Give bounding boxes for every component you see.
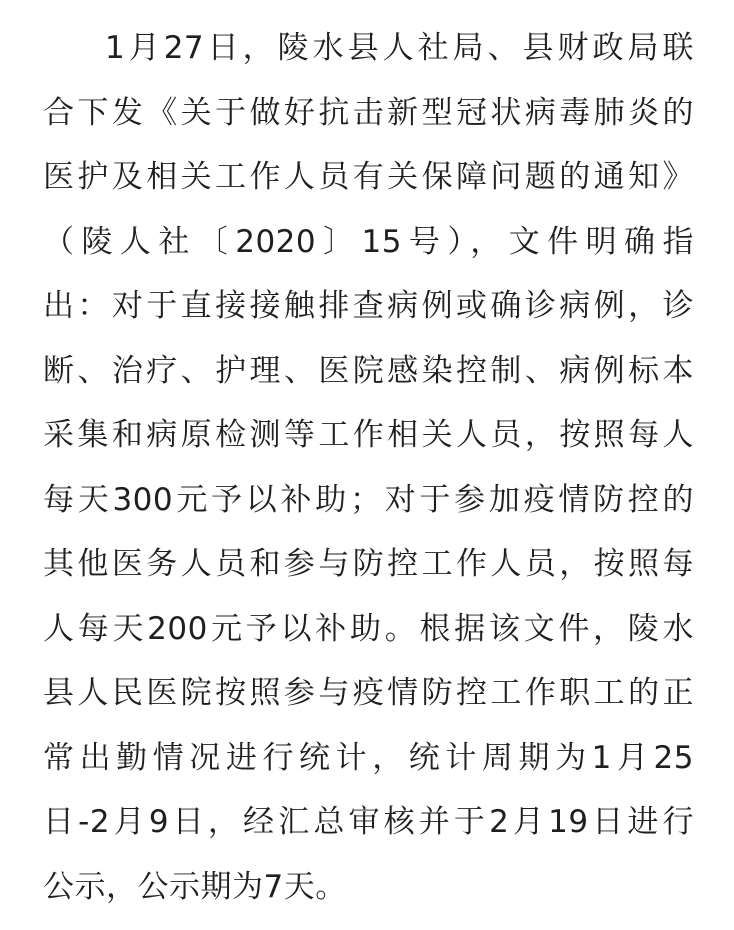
paragraph-line-3: 医护及相关工作人员有关保障问题的通知》 — [43, 159, 694, 195]
paragraph-line-2: 合下发《关于做好抗击新型冠状病毒肺炎的 — [43, 94, 694, 131]
paragraph-line-8: 每天300元予以补助；对于参加疫情防控的 — [43, 481, 694, 518]
paragraph-line-11: 县人民医院按照参与疫情防控工作职工的正 — [43, 675, 694, 711]
paragraph-line-10: 人每天200元予以补助。根据该文件，陵水 — [43, 610, 694, 647]
paragraph-line-7: 采集和病原检测等工作相关人员，按照每人 — [43, 417, 694, 453]
paragraph-line-12: 常出勤情况进行统计，统计周期为1月25 — [43, 739, 694, 776]
paragraph-line-13: 日-2月9日，经汇总审核并于2月19日进行 — [43, 804, 694, 840]
paragraph-line-14: 公示，公示期为7天。 — [43, 868, 347, 905]
paragraph-line-4: （陵人社〔2020〕15号），文件明确指 — [43, 223, 694, 260]
paragraph-line-1: 1月27日，陵水县人社局、县财政局联 — [105, 30, 694, 66]
paragraph-line-9: 其他医务人员和参与防控工作人员，按照每 — [43, 546, 694, 582]
paragraph-line-5: 出：对于直接接触排查病例或确诊病例，诊 — [43, 288, 694, 324]
paragraph-line-6: 断、治疗、护理、医院感染控制、病例标本 — [43, 352, 694, 389]
